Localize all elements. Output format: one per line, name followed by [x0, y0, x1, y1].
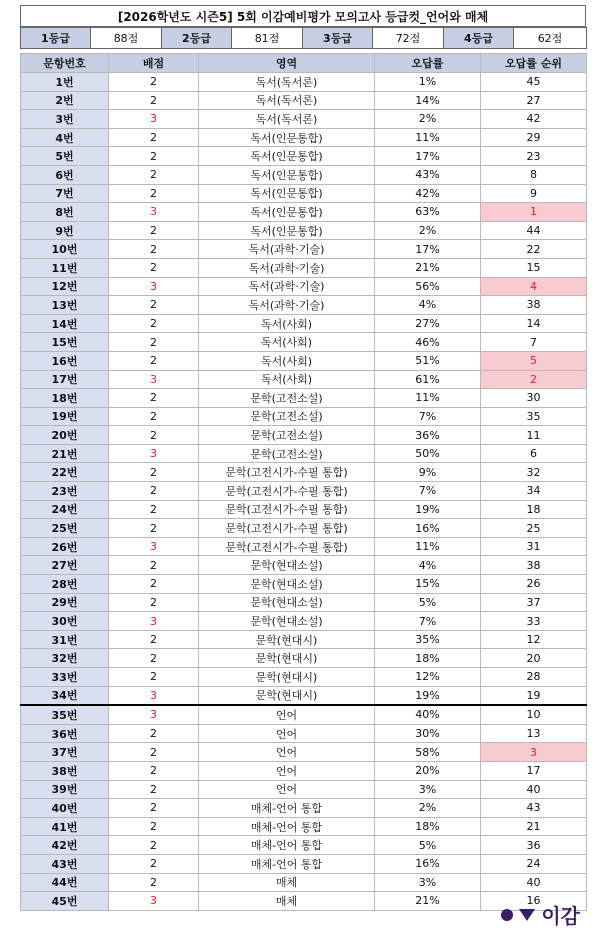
question-number-cell: 28번 — [21, 575, 109, 594]
score-cell: 2 — [109, 240, 199, 259]
grade-cut-row — [21, 28, 587, 49]
grade-label: 3등급 — [303, 28, 373, 49]
error-rank-cell: 37 — [481, 593, 587, 612]
question-number-cell: 37번 — [21, 743, 109, 762]
score-cell: 2 — [109, 593, 199, 612]
area-cell: 문학(고전시가-수필 통합) — [199, 537, 375, 556]
area-cell: 독서(독서론) — [199, 91, 375, 110]
error-rank-cell: 16 — [481, 892, 587, 911]
question-number-cell: 35번 — [21, 705, 109, 724]
table-row — [21, 221, 587, 240]
question-number-cell: 16번 — [21, 351, 109, 370]
table-row — [21, 612, 587, 631]
table-row — [21, 537, 587, 556]
question-number-cell: 3번 — [21, 110, 109, 129]
area-cell: 매체 — [199, 892, 375, 911]
table-row — [21, 668, 587, 687]
error-rate-cell: 11% — [375, 128, 481, 147]
question-number-cell: 1번 — [21, 73, 109, 92]
area-cell: 문학(고전소설) — [199, 407, 375, 426]
error-rate-cell: 61% — [375, 370, 481, 389]
error-rate-cell: 4% — [375, 296, 481, 315]
error-rank-cell: 12 — [481, 630, 587, 649]
area-cell: 독서(과학·기술) — [199, 296, 375, 315]
error-rate-cell: 7% — [375, 612, 481, 631]
error-rate-cell: 19% — [375, 686, 481, 705]
error-rate-cell: 50% — [375, 444, 481, 463]
area-cell: 독서(사회) — [199, 370, 375, 389]
question-number-cell: 29번 — [21, 593, 109, 612]
error-rate-cell: 30% — [375, 724, 481, 743]
error-rank-cell: 6 — [481, 444, 587, 463]
error-rate-cell: 16% — [375, 519, 481, 538]
error-rate-cell: 2% — [375, 110, 481, 129]
logo-dot-icon — [501, 909, 513, 921]
grade-cut-score: 88점 — [91, 28, 162, 49]
error-rank-cell: 10 — [481, 705, 587, 724]
question-number-cell: 24번 — [21, 500, 109, 519]
score-cell: 2 — [109, 389, 199, 408]
table-row — [21, 296, 587, 315]
table-row — [21, 91, 587, 110]
table-row — [21, 500, 587, 519]
question-number-cell: 36번 — [21, 724, 109, 743]
score-cell: 2 — [109, 73, 199, 92]
question-number-cell: 39번 — [21, 780, 109, 799]
error-rank-cell: 21 — [481, 817, 587, 836]
area-cell: 독서(인문통합) — [199, 203, 375, 222]
area-cell: 독서(인문통합) — [199, 221, 375, 240]
question-number-cell: 26번 — [21, 537, 109, 556]
error-rank-cell: 23 — [481, 147, 587, 166]
logo-text: 이감 — [541, 904, 580, 928]
table-row — [21, 724, 587, 743]
area-cell: 문학(고전시가-수필 통합) — [199, 519, 375, 538]
score-cell: 2 — [109, 761, 199, 780]
score-cell: 2 — [109, 556, 199, 575]
question-number-cell: 44번 — [21, 873, 109, 892]
error-rank-cell: 27 — [481, 91, 587, 110]
score-cell: 3 — [109, 110, 199, 129]
error-rate-cell: 19% — [375, 500, 481, 519]
error-rate-cell: 27% — [375, 314, 481, 333]
error-rank-cell: 32 — [481, 463, 587, 482]
table-row — [21, 258, 587, 277]
table-row — [21, 463, 587, 482]
area-cell: 독서(인문통합) — [199, 184, 375, 203]
error-rate-header: 오답률 — [375, 54, 481, 73]
question-number-cell: 2번 — [21, 91, 109, 110]
error-rank-cell: 26 — [481, 575, 587, 594]
error-rate-cell: 42% — [375, 184, 481, 203]
area-cell: 매체-언어 통합 — [199, 854, 375, 873]
question-number-cell: 25번 — [21, 519, 109, 538]
table-row — [21, 873, 587, 892]
score-cell: 3 — [109, 444, 199, 463]
area-cell: 독서(사회) — [199, 351, 375, 370]
table-row — [21, 519, 587, 538]
area-cell: 문학(현대소설) — [199, 612, 375, 631]
area-cell: 문학(고전시가-수필 통합) — [199, 463, 375, 482]
score-cell: 3 — [109, 370, 199, 389]
score-cell: 2 — [109, 258, 199, 277]
question-number-cell: 33번 — [21, 668, 109, 687]
error-rank-cell: 29 — [481, 128, 587, 147]
question-number-cell: 15번 — [21, 333, 109, 352]
table-row — [21, 128, 587, 147]
area-cell: 매체 — [199, 873, 375, 892]
table-row — [21, 389, 587, 408]
error-rank-cell: 20 — [481, 649, 587, 668]
table-row — [21, 277, 587, 296]
grade-label: 4등급 — [444, 28, 514, 49]
error-rate-cell: 21% — [375, 258, 481, 277]
score-cell: 3 — [109, 537, 199, 556]
table-row — [21, 73, 587, 92]
error-rank-cell: 14 — [481, 314, 587, 333]
table-row — [21, 854, 587, 873]
score-cell: 2 — [109, 296, 199, 315]
error-rank-cell: 38 — [481, 296, 587, 315]
error-rank-cell: 2 — [481, 370, 587, 389]
question-number-cell: 34번 — [21, 686, 109, 705]
error-rank-cell: 8 — [481, 165, 587, 184]
table-row — [21, 165, 587, 184]
score-cell: 2 — [109, 314, 199, 333]
area-cell: 언어 — [199, 724, 375, 743]
question-number-cell: 8번 — [21, 203, 109, 222]
error-rank-cell: 38 — [481, 556, 587, 575]
question-table — [20, 53, 587, 911]
question-number-header: 문항번호 — [21, 54, 109, 73]
area-cell: 언어 — [199, 780, 375, 799]
grade-cut-score: 62점 — [514, 28, 587, 49]
error-rate-cell: 56% — [375, 277, 481, 296]
score-cell: 3 — [109, 612, 199, 631]
question-number-cell: 9번 — [21, 221, 109, 240]
error-rank-cell: 31 — [481, 537, 587, 556]
question-number-cell: 6번 — [21, 165, 109, 184]
area-cell: 매체-언어 통합 — [199, 817, 375, 836]
error-rank-cell: 17 — [481, 761, 587, 780]
score-cell: 2 — [109, 649, 199, 668]
score-cell: 2 — [109, 147, 199, 166]
table-row — [21, 370, 587, 389]
error-rate-cell: 20% — [375, 761, 481, 780]
score-cell: 2 — [109, 500, 199, 519]
score-cell: 2 — [109, 668, 199, 687]
area-header: 영역 — [199, 54, 375, 73]
error-rate-cell: 5% — [375, 836, 481, 855]
question-number-cell: 10번 — [21, 240, 109, 259]
score-cell: 2 — [109, 165, 199, 184]
error-rate-cell: 15% — [375, 575, 481, 594]
question-number-cell: 17번 — [21, 370, 109, 389]
area-cell: 문학(현대소설) — [199, 556, 375, 575]
table-row — [21, 184, 587, 203]
question-number-cell: 41번 — [21, 817, 109, 836]
question-number-cell: 45번 — [21, 892, 109, 911]
table-row — [21, 630, 587, 649]
error-rank-cell: 19 — [481, 686, 587, 705]
score-cell: 2 — [109, 426, 199, 445]
area-cell: 독서(과학·기술) — [199, 258, 375, 277]
score-cell: 2 — [109, 221, 199, 240]
area-cell: 독서(인문통합) — [199, 147, 375, 166]
error-rank-cell: 3 — [481, 743, 587, 762]
question-number-cell: 40번 — [21, 799, 109, 818]
area-cell: 독서(인문통합) — [199, 165, 375, 184]
error-rate-cell: 17% — [375, 147, 481, 166]
score-cell: 2 — [109, 799, 199, 818]
question-number-cell: 30번 — [21, 612, 109, 631]
area-cell: 언어 — [199, 743, 375, 762]
question-number-cell: 7번 — [21, 184, 109, 203]
error-rate-cell: 5% — [375, 593, 481, 612]
area-cell: 문학(현대시) — [199, 630, 375, 649]
error-rank-cell: 40 — [481, 873, 587, 892]
error-rate-cell: 18% — [375, 817, 481, 836]
logo-triangle-icon — [519, 909, 535, 921]
error-rate-cell: 2% — [375, 221, 481, 240]
area-cell: 언어 — [199, 705, 375, 724]
error-rank-cell: 4 — [481, 277, 587, 296]
error-rank-cell: 40 — [481, 780, 587, 799]
error-rank-cell: 42 — [481, 110, 587, 129]
question-number-cell: 21번 — [21, 444, 109, 463]
error-rank-cell: 9 — [481, 184, 587, 203]
table-row — [21, 426, 587, 445]
area-cell: 매체-언어 통합 — [199, 836, 375, 855]
grade-cut-table — [20, 27, 587, 49]
score-cell: 3 — [109, 277, 199, 296]
question-number-cell: 18번 — [21, 389, 109, 408]
score-cell: 2 — [109, 817, 199, 836]
error-rank-cell: 5 — [481, 351, 587, 370]
table-row — [21, 314, 587, 333]
error-rank-cell: 44 — [481, 221, 587, 240]
area-cell: 문학(현대시) — [199, 649, 375, 668]
error-rate-cell: 1% — [375, 73, 481, 92]
area-cell: 문학(고전시가-수필 통합) — [199, 500, 375, 519]
area-cell: 독서(독서론) — [199, 110, 375, 129]
area-cell: 문학(고전소설) — [199, 444, 375, 463]
score-cell: 3 — [109, 892, 199, 911]
table-row — [21, 110, 587, 129]
score-cell: 3 — [109, 686, 199, 705]
table-row — [21, 444, 587, 463]
table-row — [21, 761, 587, 780]
error-rate-cell: 3% — [375, 780, 481, 799]
area-cell: 독서(사회) — [199, 314, 375, 333]
error-rate-cell: 17% — [375, 240, 481, 259]
error-rate-cell: 2% — [375, 799, 481, 818]
error-rank-cell: 25 — [481, 519, 587, 538]
table-row — [21, 575, 587, 594]
grade-cut-score: 72점 — [373, 28, 444, 49]
error-rank-cell: 15 — [481, 258, 587, 277]
score-cell: 2 — [109, 724, 199, 743]
table-row — [21, 407, 587, 426]
sheet-title: [2026학년도 시즌5] 5회 이감예비평가 모의고사 등급컷_언어와 매체 — [21, 6, 586, 27]
grade-label: 1등급 — [21, 28, 91, 49]
question-number-cell: 32번 — [21, 649, 109, 668]
score-cell: 2 — [109, 630, 199, 649]
question-number-cell: 27번 — [21, 556, 109, 575]
question-number-cell: 14번 — [21, 314, 109, 333]
error-rate-cell: 36% — [375, 426, 481, 445]
area-cell: 언어 — [199, 761, 375, 780]
brand-logo — [501, 900, 580, 929]
score-cell: 2 — [109, 407, 199, 426]
table-row — [21, 817, 587, 836]
area-cell: 문학(현대시) — [199, 668, 375, 687]
grade-cut-sheet — [20, 5, 586, 911]
error-rank-cell: 33 — [481, 612, 587, 631]
error-rank-cell: 7 — [481, 333, 587, 352]
error-rate-cell: 4% — [375, 556, 481, 575]
score-cell: 2 — [109, 482, 199, 501]
question-number-cell: 5번 — [21, 147, 109, 166]
error-rate-cell: 21% — [375, 892, 481, 911]
error-rate-cell: 35% — [375, 630, 481, 649]
error-rate-cell: 9% — [375, 463, 481, 482]
table-row — [21, 482, 587, 501]
score-cell: 3 — [109, 705, 199, 724]
error-rank-header: 오답률 순위 — [481, 54, 587, 73]
area-cell: 독서(독서론) — [199, 73, 375, 92]
question-number-cell: 31번 — [21, 630, 109, 649]
score-header: 배점 — [109, 54, 199, 73]
area-cell: 독서(과학·기술) — [199, 240, 375, 259]
table-row — [21, 686, 587, 705]
question-number-cell: 13번 — [21, 296, 109, 315]
table-row — [21, 649, 587, 668]
error-rank-cell: 22 — [481, 240, 587, 259]
table-row — [21, 147, 587, 166]
question-number-cell: 22번 — [21, 463, 109, 482]
question-number-cell: 42번 — [21, 836, 109, 855]
table-header-row — [21, 54, 587, 73]
question-number-cell: 38번 — [21, 761, 109, 780]
error-rate-cell: 46% — [375, 333, 481, 352]
question-number-cell: 43번 — [21, 854, 109, 873]
table-row — [21, 780, 587, 799]
table-row — [21, 705, 587, 724]
area-cell: 문학(현대소설) — [199, 593, 375, 612]
area-cell: 문학(고전소설) — [199, 426, 375, 445]
error-rate-cell: 63% — [375, 203, 481, 222]
area-cell: 매체-언어 통합 — [199, 799, 375, 818]
error-rank-cell: 1 — [481, 203, 587, 222]
error-rate-cell: 51% — [375, 351, 481, 370]
error-rank-cell: 45 — [481, 73, 587, 92]
error-rate-cell: 58% — [375, 743, 481, 762]
error-rank-cell: 11 — [481, 426, 587, 445]
grade-cut-score: 81점 — [232, 28, 303, 49]
error-rate-cell: 11% — [375, 537, 481, 556]
error-rate-cell: 18% — [375, 649, 481, 668]
error-rank-cell: 36 — [481, 836, 587, 855]
table-row — [21, 836, 587, 855]
table-row — [21, 203, 587, 222]
table-row — [21, 593, 587, 612]
area-cell: 독서(인문통합) — [199, 128, 375, 147]
error-rank-cell: 28 — [481, 668, 587, 687]
error-rank-cell: 13 — [481, 724, 587, 743]
area-cell: 독서(사회) — [199, 333, 375, 352]
table-row — [21, 351, 587, 370]
score-cell: 2 — [109, 463, 199, 482]
score-cell: 2 — [109, 743, 199, 762]
question-number-cell: 12번 — [21, 277, 109, 296]
table-row — [21, 743, 587, 762]
grade-label: 2등급 — [162, 28, 232, 49]
score-cell: 3 — [109, 203, 199, 222]
score-cell: 2 — [109, 91, 199, 110]
area-cell: 문학(현대소설) — [199, 575, 375, 594]
question-number-cell: 19번 — [21, 407, 109, 426]
area-cell: 문학(현대시) — [199, 686, 375, 705]
area-cell: 독서(과학·기술) — [199, 277, 375, 296]
error-rate-cell: 7% — [375, 407, 481, 426]
error-rate-cell: 40% — [375, 705, 481, 724]
score-cell: 2 — [109, 519, 199, 538]
question-number-cell: 20번 — [21, 426, 109, 445]
question-number-cell: 23번 — [21, 482, 109, 501]
error-rate-cell: 16% — [375, 854, 481, 873]
score-cell: 2 — [109, 184, 199, 203]
score-cell: 2 — [109, 333, 199, 352]
score-cell: 2 — [109, 780, 199, 799]
error-rate-cell: 14% — [375, 91, 481, 110]
table-row — [21, 799, 587, 818]
area-cell: 문학(고전소설) — [199, 389, 375, 408]
error-rate-cell: 43% — [375, 165, 481, 184]
error-rank-cell: 34 — [481, 482, 587, 501]
table-row — [21, 333, 587, 352]
score-cell: 2 — [109, 854, 199, 873]
score-cell: 2 — [109, 575, 199, 594]
area-cell: 문학(고전시가-수필 통합) — [199, 482, 375, 501]
score-cell: 2 — [109, 351, 199, 370]
score-cell: 2 — [109, 873, 199, 892]
error-rate-cell: 11% — [375, 389, 481, 408]
error-rank-cell: 43 — [481, 799, 587, 818]
table-row — [21, 240, 587, 259]
score-cell: 2 — [109, 128, 199, 147]
error-rate-cell: 12% — [375, 668, 481, 687]
error-rate-cell: 7% — [375, 482, 481, 501]
score-cell: 2 — [109, 836, 199, 855]
error-rank-cell: 35 — [481, 407, 587, 426]
error-rate-cell: 3% — [375, 873, 481, 892]
error-rank-cell: 18 — [481, 500, 587, 519]
table-row — [21, 556, 587, 575]
question-number-cell: 4번 — [21, 128, 109, 147]
error-rank-cell: 24 — [481, 854, 587, 873]
title-table — [20, 5, 586, 27]
error-rank-cell: 30 — [481, 389, 587, 408]
question-number-cell: 11번 — [21, 258, 109, 277]
